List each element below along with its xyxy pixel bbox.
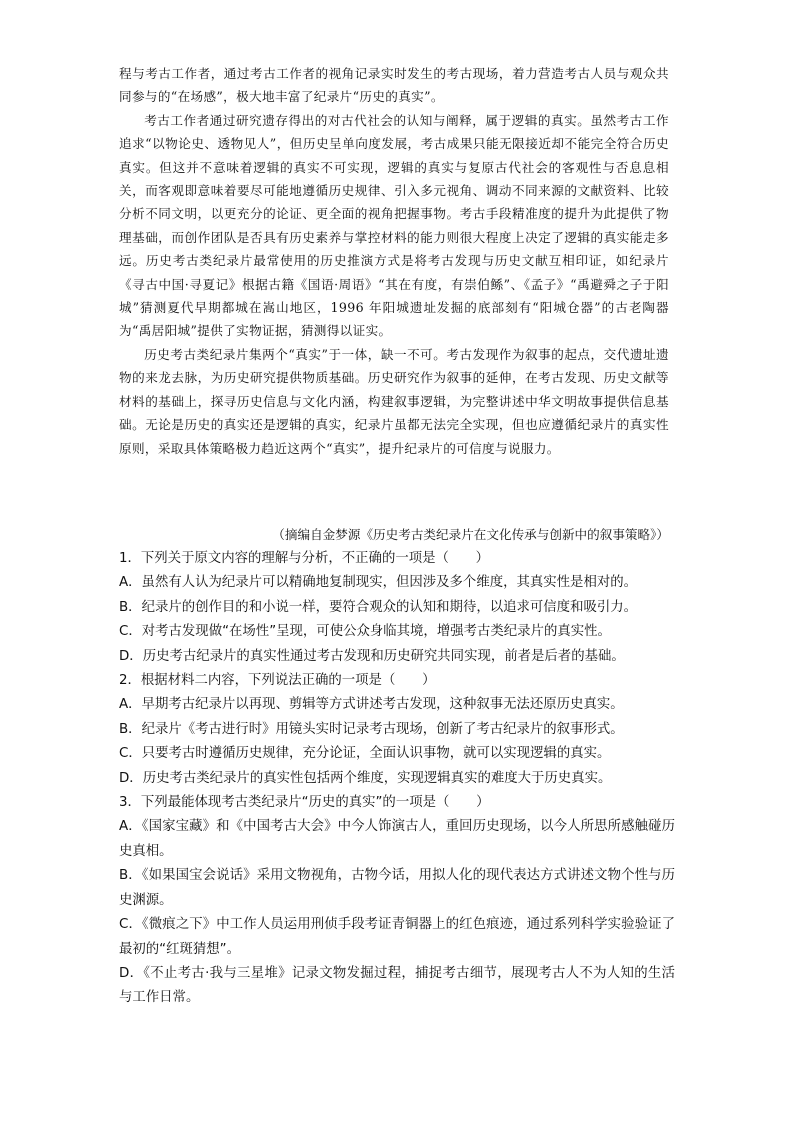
option-c: C．只要考古时遵循历史规律，充分论证，全面认识事物，就可以实现逻辑的真实。 [119,746,611,762]
passage-paragraph-1: 程与考古工作者，通过考古工作者的视角记录实时发生的考古现场，着力营造考古人员与观众共同参与的“在场感”，极大地丰富了纪录片“历史的真实”。 [119,66,669,105]
option-a: A．早期考古纪录片以再现、剪辑等方式讲述考古发现，这种叙事无法还原历史真实。 [119,697,624,713]
option-c: C．《微痕之下》中工作人员运用刑侦手段考证青铜器上的红色痕迹，通过系列科学实验验证了最初的“红斑猜想”。 [119,917,675,957]
option-d: D．历史考古类纪录片的真实性包括两个维度，实现逻辑真实的难度大于历史真实。 [119,770,612,786]
option-d: D．历史考古纪录片的真实性通过考古发现和历史研究共同实现，前者是后者的基础。 [119,648,625,664]
question-stem: 1．下列关于原文内容的理解与分析，不正确的一项是（ ） [119,551,490,566]
option-b: B．纪录片《考古进行时》用镜头实时记录考古现场，创新了考古纪录片的叙事形式。 [119,721,624,737]
question-list [119,547,675,1011]
option-a: A．《国家宝藏》和《中国考古大会》中今人饰演古人，重回历史现场，以今人所思所感触碰历史真相。 [119,819,675,859]
option-b: B．纪录片的创作目的和小说一样，要符合观众的认知和期待，以追求可信度和吸引力。 [119,599,638,615]
passage-paragraph-3: 历史考古类纪录片集两个“真实”于一体，缺一不可。考古发现作为叙事的起点，交代遗址遗物的来龙去脉，为历史研究提供物质基础。历史研究作为叙事的延伸，在考古发现、历史文献等材料的基础上，探寻历史信息与文化内涵，构建叙事逻辑，为完整讲述中华文明故事提供信息基础。无论是历史的真实还是逻辑的真实，纪录片虽都无法完全实现，但也应遵循纪录片的真实性原则，采取具体策略极力趋近这两个“真实”，提升纪录片的可信度与说服力。 [119,346,669,456]
question-stem: 3．下列最能体现考古类纪录片“历史的真实”的一项是（ ） [119,795,490,811]
option-b: B．《如果国宝会说话》采用文物视角，古物今话，用拟人化的现代表达方式讲述文物个性与历史渊源。 [119,868,675,908]
option-c: C．对考古发现做“在场性”呈现，可使公众身临其境，增强考古类纪录片的真实性。 [119,624,611,640]
question-2 [119,669,675,791]
reading-passage [119,62,669,460]
option-d: D．《不止考古·我与三星堆》记录文物发掘过程，捕捉考古细节，展现考古人不为人知的生活与工作日常。 [119,965,675,1006]
question-stem: 2．根据材料二内容，下列说法正确的一项是（ ） [119,673,436,689]
passage-paragraph-2: 考古工作者通过研究遗存得出的对古代社会的认知与阐释，属于逻辑的真实。虽然考古工作追求“以物论史、透物见人”，但历史呈单向度发展，考古成果只能无限接近却不能完全符合历史真实。但这并不意味着逻辑的真实不可实现，逻辑的真实与复原古代社会的客观性与否息息相关，而客观即意味着要尽可能地遵循历史规律、引入多元视角、调动不同来源的文献资料、比较分析不同文明，以更充分的论证、更全面的视角把握事物。考古手段精准度的提升为此提供了物理基础，而创作团队是否具有历史素养与掌控材料的能力则很大程度上决定了逻辑的真实能走多远。历史考古类纪录片最常使用的历史推演方式是将考古发现与历史文献互相印证，如纪录片《寻古中国·寻夏记》根据古籍《国语·周语》“其在有度，有崇伯鲧”、《孟子》“禹避舜之子于阳城”猜测夏代早期都城在嵩山地区，1996 年阳城遗址发掘的底部刻有“阳城仓器”的古老陶器为“禹居阳城”提供了实物证据，猜测得以证实。 [119,112,669,339]
option-a: A．虽然有人认为纪录片可以精确地复制现实，但因涉及多个维度，其真实性是相对的。 [119,575,638,591]
question-1 [119,547,675,669]
passage-source-citation: （摘编自金梦源《历史考古类纪录片在文化传承与创新中的叙事策略》） [272,527,669,542]
question-3 [119,791,675,1011]
